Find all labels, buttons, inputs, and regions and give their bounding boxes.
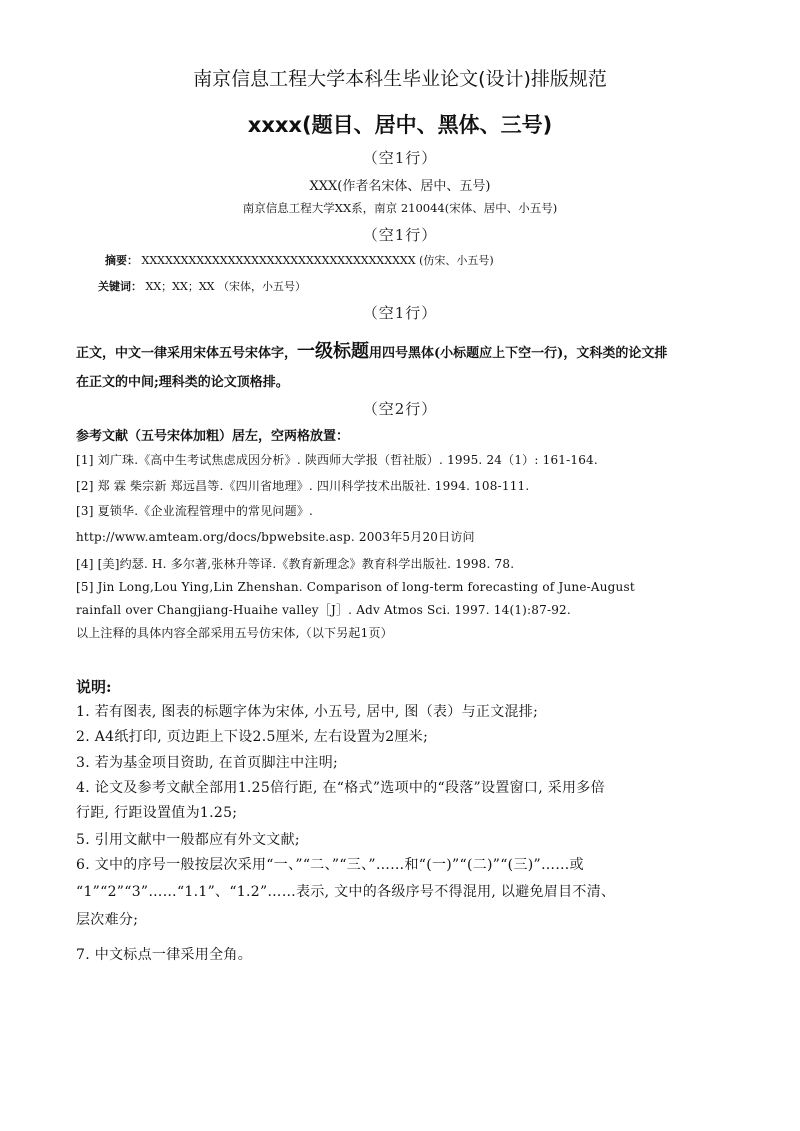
note-item: 4. 论文及参考文献全部用1.25倍行距, 在“格式”选项中的“段落”设置窗口, 采用多倍: [76, 780, 605, 796]
level1-heading-sample: 一级标题: [297, 341, 370, 362]
paper-title: xxxx(题目、居中、黑体、三号): [247, 113, 553, 137]
note-item: 7. 中文标点一律采用全角。: [76, 947, 253, 963]
references-heading: 参考文献（五号宋体加粗）居左，空两格放置：: [76, 429, 350, 444]
note-item: 6. 文中的序号一般按层次采用“一、”“二、”“三、”……和“(一)”“(二)”“(三)”……或: [76, 857, 584, 873]
reference-item: [4] [美]约瑟. H. 多尔著,张林升等译.《教育新理念》教育科学出版社. 1998. 78.: [76, 557, 515, 571]
reference-item: [2] 郑 霖 柴宗新 郑远昌等.《四川省地理》. 四川科学技术出版社. 1994. 108-111.: [76, 479, 530, 493]
keywords-text: XX；XX；XX （宋体，小五号）: [145, 280, 306, 293]
abstract-line: [105, 252, 494, 268]
blank-line-note: （空1行）: [362, 304, 438, 322]
reference-item-continued: rainfall over Changjiang-Huaihe valley［J］. Adv Atmos Sci. 1997. 14(1):87-92.: [76, 603, 571, 617]
reference-note: 以上注释的具体内容全部采用五号仿宋体,（以下另起1页）: [76, 626, 393, 640]
note-item: 1. 若有图表, 图表的标题字体为宋体, 小五号, 居中, 图（表）与正文混排;: [76, 704, 539, 720]
body-text-line: [76, 337, 667, 363]
reference-item: [3] 夏锁华.《企业流程管理中的常见问题》.: [76, 504, 314, 518]
note-item-continued: “1”“2”“3”……“1.1”、“1.2”……表示, 文中的各级序号不得混用, 以避免眉目不清、: [76, 884, 616, 900]
reference-item: [5] Jin Long,Lou Ying,Lin Zhenshan. Comparison of long-term forecasting of June-August: [76, 580, 635, 594]
abstract-label: 摘要：: [105, 254, 138, 267]
note-item-continued: 层次难分;: [76, 912, 139, 928]
note-item: 5. 引用文献中一般都应有外文文献;: [76, 832, 300, 848]
note-item: 2. A4纸打印, 页边距上下设2.5厘米, 左右设置为2厘米;: [76, 729, 429, 745]
keywords-line: [98, 278, 306, 294]
keywords-label: 关键词：: [98, 280, 142, 293]
blank-line-note: （空1行）: [362, 226, 438, 244]
reference-item: [1] 刘广珠.《高中生考试焦虑成因分析》. 陕西师大学报（哲社版）. 1995. 24（1）: 161-164.: [76, 453, 598, 467]
abstract-text: XXXXXXXXXXXXXXXXXXXXXXXXXXXXXXXXXXX (仿宋、小五号): [141, 254, 494, 267]
blank-line-note: （空1行）: [362, 149, 438, 167]
body-text: 用四号黑体(小标题应上下空一行)，文科类的论文排: [369, 346, 668, 361]
body-text-line: 在正文的中间;理科类的论文顶格排。: [76, 375, 289, 390]
affiliation-line: 南京信息工程大学XX系，南京 210044(宋体、居中、小五号): [242, 201, 558, 215]
reference-url: http://www.amteam.org/docs/bpwebsite.asp. 2003年5月20日访问: [76, 530, 475, 544]
header-title: 南京信息工程大学本科生毕业论文(设计)排版规范: [193, 68, 607, 90]
author-line: XXX(作者名宋体、居中、五号): [309, 179, 491, 194]
note-item: 3. 若为基金项目资助, 在首页脚注中注明;: [76, 755, 339, 771]
body-text: 正文，中文一律采用宋体五号宋体字，: [76, 346, 298, 361]
notes-heading: 说明:: [76, 678, 112, 696]
blank-line-note: （空2行）: [362, 400, 438, 418]
note-item-continued: 行距, 行距设置值为1.25;: [76, 805, 238, 821]
